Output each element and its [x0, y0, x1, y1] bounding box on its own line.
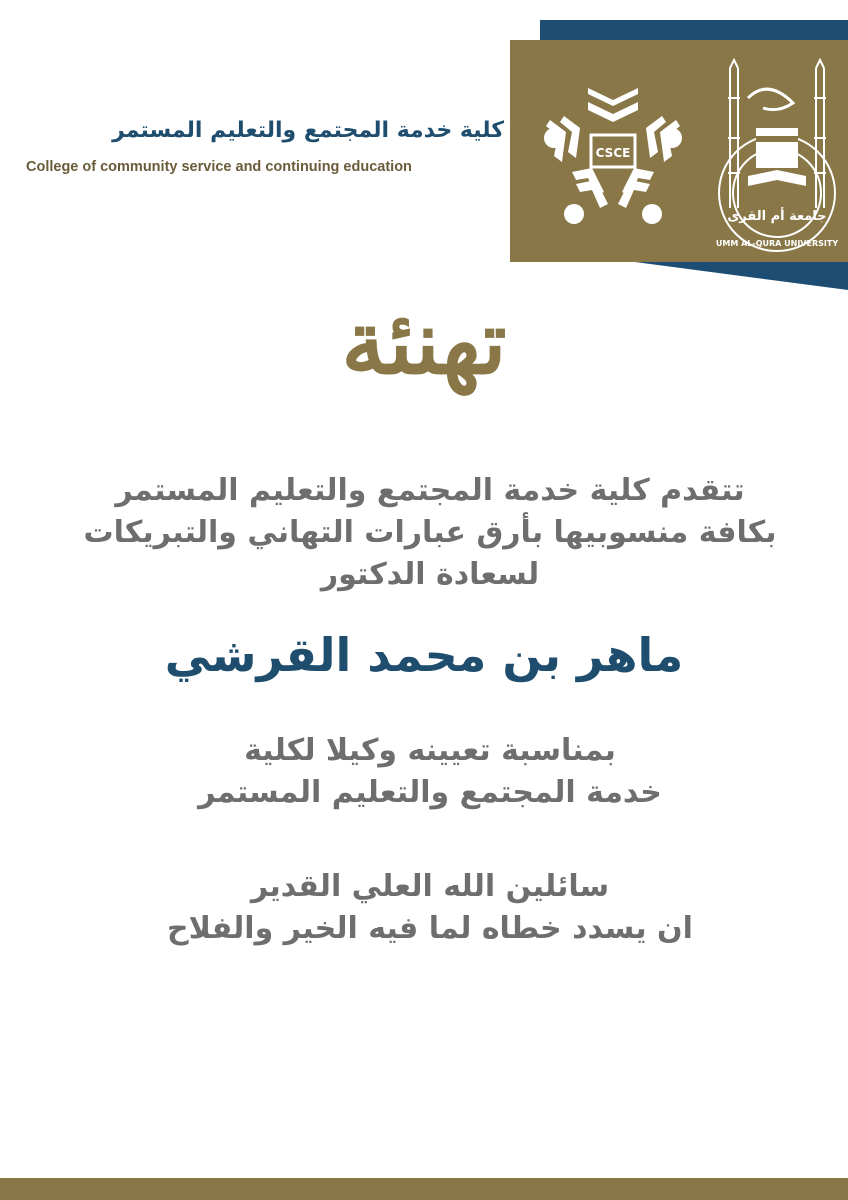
csce-logo-icon	[536, 80, 690, 234]
csce-logo-text: CSCE	[595, 146, 631, 160]
occasion-line: بمناسبة تعيينه وكيلا لكلية	[244, 733, 616, 768]
honoree-name: ماهر بن محمد القرشي	[164, 628, 684, 682]
uqu-logo-arabic-text: جامعة أم القرى	[727, 209, 827, 224]
occasion-line: خدمة المجتمع والتعليم المستمر	[198, 775, 662, 810]
umm-al-qura-logo-icon	[708, 58, 846, 254]
uqu-logo-ring-text: UMM AL-QURA UNIVERSITY	[715, 239, 839, 248]
intro-line: لسعادة الدكتور	[320, 557, 540, 592]
occasion-paragraph	[40, 730, 820, 814]
prayer-line: سائلين الله العلي القدير	[250, 869, 610, 904]
intro-paragraph	[40, 470, 820, 596]
college-name-arabic: كلية خدمة المجتمع والتعليم المستمر	[112, 118, 504, 143]
congratulations-title: تهنئة	[341, 290, 507, 394]
prayer-paragraph	[40, 866, 820, 950]
intro-line: تتقدم كلية خدمة المجتمع والتعليم المستمر	[115, 473, 745, 508]
college-name-english: College of community service and continuing education	[26, 159, 412, 175]
intro-line: بكافة منسوبيها بأرق عبارات التهاني والتبريكات	[83, 515, 777, 550]
footer-gold-bar	[0, 1178, 848, 1200]
prayer-line: ان يسدد خطاه لما فيه الخير والفلاح	[167, 911, 693, 946]
